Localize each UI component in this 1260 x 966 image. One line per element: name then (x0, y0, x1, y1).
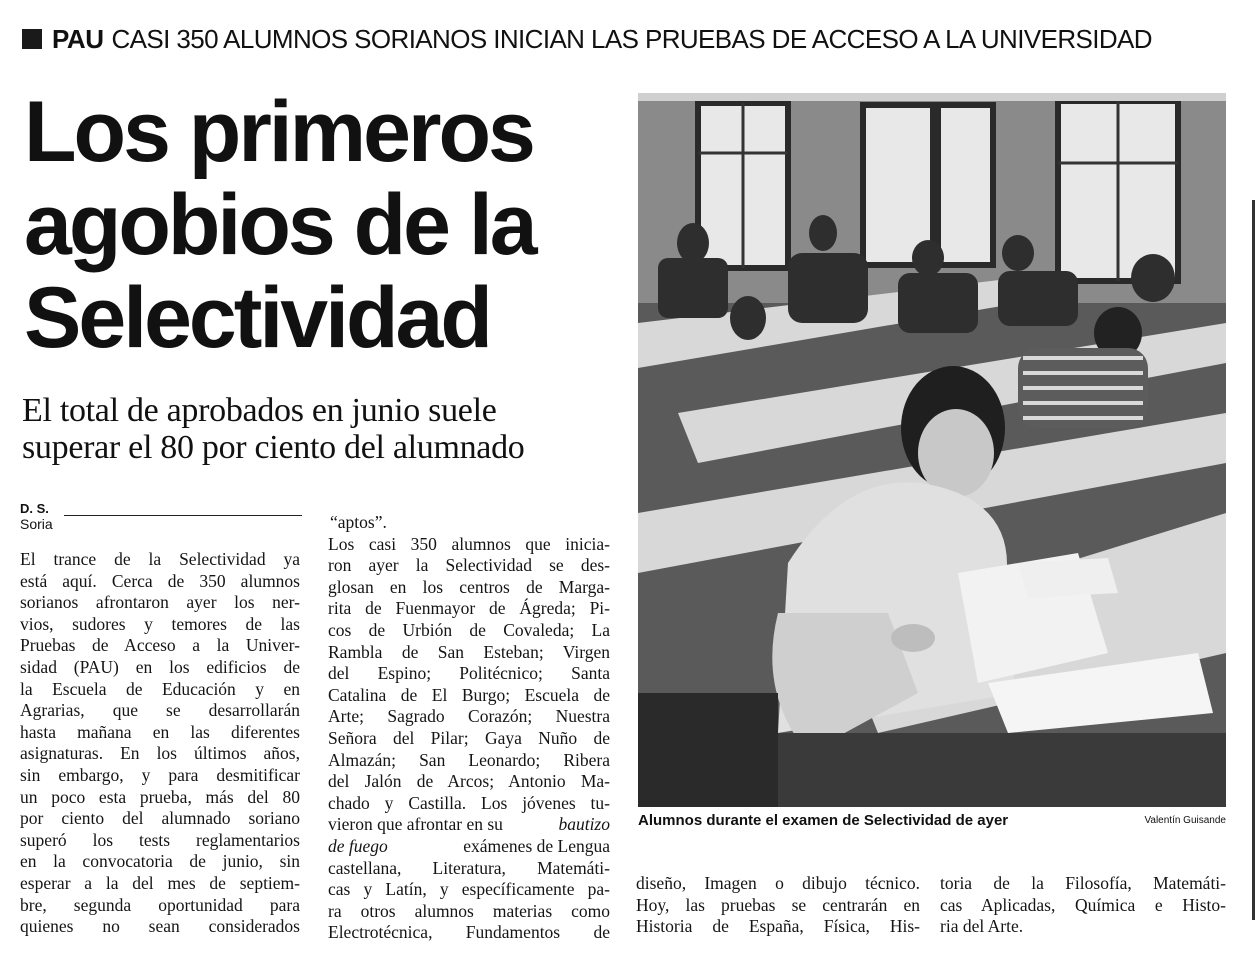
text-line: por ciento del alumnado soriano (20, 808, 300, 829)
text-line: cas y Latín, y específicamente pa- (328, 879, 610, 900)
subtitle-line-2: superar el 80 por ciento del alumnado (22, 429, 525, 466)
headline-line-3: Selectividad (24, 270, 490, 366)
page-edge-rule (1252, 200, 1255, 920)
text-line: sorianos afrontaron ayer los ner- (20, 592, 300, 613)
text-line: sin embargo, y para desmitificar (20, 764, 300, 785)
photo-illustration (638, 93, 1226, 807)
text-line: Señora del Pilar; Gaya Nuño de (328, 727, 610, 748)
headline (24, 86, 624, 365)
text-line: bre, segunda oportunidad para (20, 894, 300, 915)
headline-line-1: Los primeros (24, 84, 533, 180)
text-line: Pruebas de Acceso a la Univer- (20, 635, 300, 656)
text-line: cos de Urbión de Covaleda; La (328, 619, 610, 640)
text-line (328, 836, 610, 858)
text-span-italic: de fuego (328, 835, 388, 856)
text-line: superó los tests reglamentarios (20, 829, 300, 850)
text-span: vieron que afrontar en su (328, 814, 508, 835)
text-line: asignaturas. En los últimos años, (20, 743, 300, 764)
byline-place: Soria (20, 516, 53, 532)
text-line: está aquí. Cerca de 350 alumnos (20, 570, 300, 591)
text-column-3 (636, 873, 920, 938)
text-line: Historia de España, Física, His- (636, 916, 920, 937)
text-line: Rambla de San Esteban; Virgen (328, 641, 610, 662)
text-line: diseño, Imagen o dibujo técnico. (636, 873, 920, 893)
text-line: El trance de la Selectividad ya (20, 549, 300, 569)
text-line: sidad (PAU) en los edificios de (20, 656, 300, 677)
byline-author: D. S. (20, 501, 49, 516)
text-line: en la convocatoria de junio, sin (20, 851, 300, 872)
text-line (328, 814, 610, 836)
text-line: del Espino; Politécnico; Santa (328, 663, 610, 684)
text-line: la Escuela de Educación y en (20, 678, 300, 699)
subtitle (22, 392, 622, 466)
byline (20, 502, 302, 532)
text-column-4 (940, 873, 1226, 938)
text-line: ria del Arte. (940, 916, 1024, 937)
text-span-italic: bautizo (558, 814, 610, 835)
photo-caption (638, 812, 1226, 832)
section-marker-square (22, 29, 42, 49)
text-line: castellana, Literatura, Matemáti- (328, 857, 610, 878)
text-line: Catalina de El Burgo; Escuela de (328, 684, 610, 705)
kicker (22, 22, 1152, 56)
text-line: Electrotécnica, Fundamentos de (328, 922, 610, 943)
subtitle-line-1: El total de aprobados en junio suele (22, 392, 497, 429)
text-line: ron ayer la Selectividad se des- (328, 555, 610, 576)
text-line: Arte; Sagrado Corazón; Nuestra (328, 706, 610, 727)
text-line: hasta mañana en las diferentes (20, 721, 300, 742)
text-line: Los casi 350 alumnos que inicia- (328, 533, 610, 554)
text-line: Agrarias, que se desarrollarán (20, 700, 300, 721)
text-column-1 (20, 549, 300, 938)
text-span: exámenes de Lengua (458, 835, 610, 856)
text-line: rita de Fuenmayor de Ágreda; Pi- (328, 598, 610, 619)
text-line: ra otros alumnos materias como (328, 900, 610, 921)
headline-line-2: agobios de la (24, 177, 535, 273)
text-line: Hoy, las pruebas se centrarán en (636, 894, 920, 915)
text-line: chado y Castilla. Los jóvenes tu- (328, 792, 610, 813)
kicker-text: CASI 350 ALUMNOS SORIANOS INICIAN LAS PRUEBAS DE ACCESO A LA UNIVERSIDAD (111, 23, 1152, 54)
text-line: toria de la Filosofía, Matemáti- (940, 873, 1226, 893)
text-line: Almazán; San Leonardo; Ribera (328, 749, 610, 770)
text-line: glosan en los centros de Marga- (328, 576, 610, 597)
caption-text: Alumnos durante el examen de Selectividad de ayer (638, 812, 1009, 829)
text-line: “aptos”. (330, 512, 387, 532)
classroom-photo (638, 93, 1226, 807)
text-line: del Jalón de Arcos; Antonio Ma- (328, 771, 610, 792)
text-line: un poco esta prueba, más del 80 (20, 786, 300, 807)
text-line: vios, sudores y temores de las (20, 613, 300, 634)
byline-rule (64, 515, 302, 516)
photo-credit: Valentín Guisande (1144, 815, 1226, 826)
kicker-tag: PAU (52, 23, 104, 54)
text-line: esperar a la del mes de septiem- (20, 872, 300, 893)
text-column-2 (328, 512, 610, 944)
text-line: quienes no sean considerados (20, 916, 300, 937)
text-line: cas Aplicadas, Química e Histo- (940, 894, 1226, 915)
